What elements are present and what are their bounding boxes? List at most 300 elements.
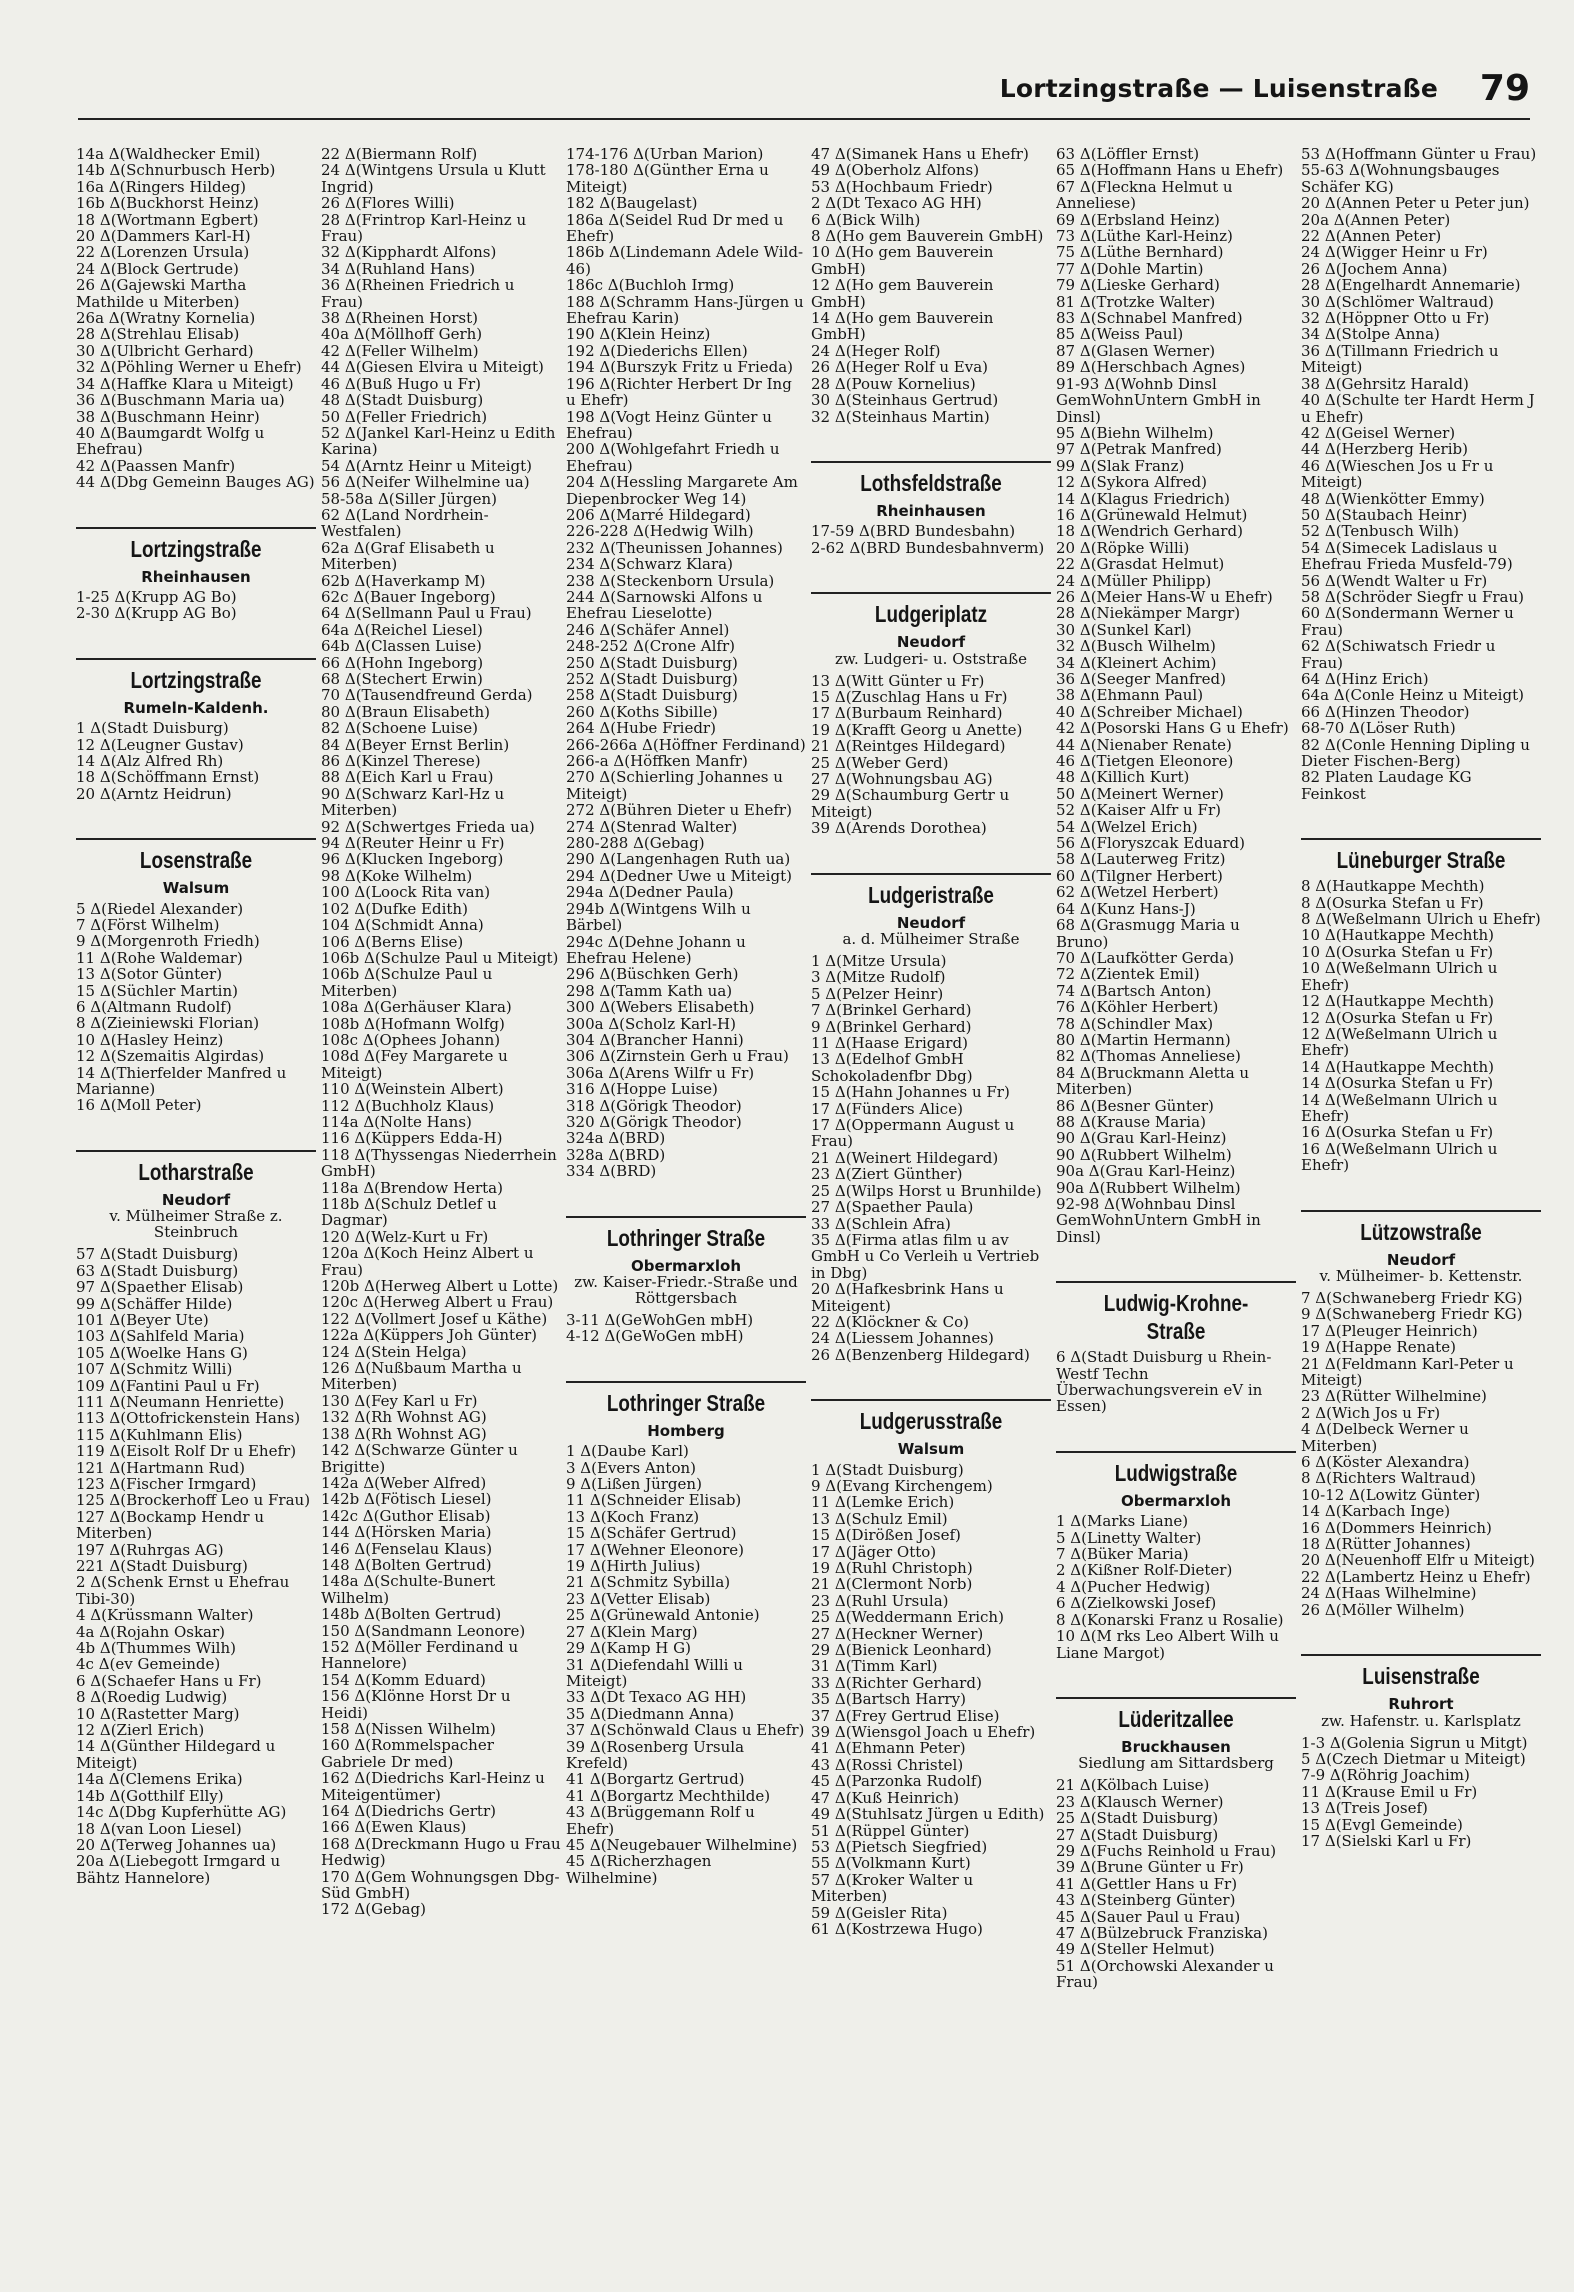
address-entry: 13 Δ(Edelhof GmbH Schokoladenfbr Dbg): [811, 1050, 973, 1085]
address-entry: 15 Δ(Zuschlag Hans u Fr): [811, 687, 1008, 706]
address-entry: 324a Δ(BRD): [566, 1129, 666, 1148]
address-entry: 52 Δ(Kaiser Alfr u Fr): [1056, 801, 1221, 820]
address-entry: 270 Δ(Schierling Johannes u Miteigt): [566, 768, 783, 803]
address-entry: 148 Δ(Bolten Gertrud): [321, 1555, 492, 1574]
address-entry: 115 Δ(Kuhlmann Elis): [76, 1425, 243, 1444]
address-entry: 54 Δ(Welzel Erich): [1056, 817, 1198, 836]
street-heading: [1056, 1697, 1296, 1771]
address-entry: 61 Δ(Kostrzewa Hugo): [811, 1919, 983, 1938]
address-entry: 9 Δ(Brinkel Gerhard): [811, 1017, 972, 1036]
address-entry: 206 Δ(Marré Hildegard): [566, 505, 751, 524]
address-entry: 11 Δ(Rohe Waldemar): [76, 948, 243, 967]
address-entry: 99 Δ(Slak Franz): [1056, 456, 1185, 475]
address-entry: 3 Δ(Mitze Rudolf): [811, 968, 946, 987]
section-rule: [1301, 1654, 1541, 1656]
address-entry: 12 Δ(Leugner Gustav): [76, 735, 244, 754]
address-entry: 290 Δ(Langenhagen Ruth ua): [566, 850, 791, 869]
address-entry: 79 Δ(Lieske Gerhard): [1056, 276, 1220, 295]
address-entry: 6 Δ(Köster Alexandra): [1301, 1453, 1470, 1472]
address-entry: 328a Δ(BRD): [566, 1145, 666, 1164]
address-entry: 221 Δ(Stadt Duisburg): [76, 1557, 248, 1575]
address-entry: 14b Δ(Schnurbusch Herb): [76, 161, 276, 180]
address-entry: 17 Δ(Fünders Alice): [811, 1099, 963, 1118]
address-entry: 58-58a Δ(Siller Jürgen): [321, 489, 497, 508]
address-entry: 27 Δ(Heckner Werner): [811, 1624, 984, 1643]
address-entry: 86 Δ(Kinzel Therese): [321, 752, 481, 771]
address-entry: 204 Δ(Hessling Margarete Am Diepenbrocker Weg 14): [566, 473, 798, 508]
address-entry: 13 Δ(Treis Josef): [1301, 1799, 1428, 1818]
address-entry: 186b Δ(Lindemann Adele Wild-46): [566, 243, 804, 278]
address-entry: 24 Δ(Wigger Heinr u Fr): [1301, 243, 1488, 262]
address-entry: 5 Δ(Czech Dietmar u Miteigt): [1301, 1749, 1526, 1768]
address-entry: 296 Δ(Büschken Gerh): [566, 965, 739, 984]
address-entry: 182 Δ(Baugelast): [566, 194, 698, 213]
address-entry: 132 Δ(Rh Wohnst AG): [321, 1408, 487, 1427]
address-entry: 52 Δ(Jankel Karl-Heinz u Edith Karina): [321, 423, 556, 459]
address-entry: 65 Δ(Hoffmann Hans u Ehefr): [1056, 161, 1284, 180]
address-entry: 22 Δ(Annen Peter): [1301, 227, 1442, 246]
street-heading: [811, 1399, 1051, 1457]
address-entry: 20 Δ(Arntz Heidrun): [76, 784, 232, 803]
address-entry: 120a Δ(Koch Heinz Albert u Frau): [321, 1244, 534, 1279]
address-entry: 28 Δ(Strehlau Elisab): [76, 325, 240, 344]
address-entry: 148a Δ(Schulte-Bunert Wilhelm): [321, 1572, 496, 1607]
address-entry: 24 Δ(Heger Rolf): [811, 341, 941, 360]
address-entry: 26 Δ(Flores Willi): [321, 194, 455, 213]
address-entry: 24 Δ(Liessem Johannes): [811, 1329, 994, 1348]
address-entry: 272 Δ(Bühren Dieter u Ehefr): [566, 801, 792, 820]
address-entry: 62c Δ(Bauer Ingeborg): [321, 587, 496, 606]
address-entry: 15 Δ(Schäfer Gertrud): [566, 1524, 737, 1543]
address-entry: 26a Δ(Wratny Kornelia): [76, 309, 256, 328]
address-entry: 95 Δ(Biehn Wilhelm): [1056, 423, 1214, 442]
address-entry: 29 Δ(Bienick Leonhard): [811, 1641, 992, 1660]
address-entry: 81 Δ(Trotzke Walter): [1056, 292, 1216, 311]
address-entry: 266-266a Δ(Höffner Ferdinand): [566, 735, 806, 754]
street-name: Lothsfeldstraße: [860, 469, 1002, 496]
address-entry: 36 Δ(Buschmann Maria ua): [76, 391, 285, 410]
address-entry: 3-11 Δ(GeWohGen mbH): [566, 1311, 754, 1329]
address-entry: 49 Δ(Stuhlsatz Jürgen u Edith): [811, 1805, 1045, 1824]
address-entry: 148b Δ(Bolten Gertrud): [321, 1605, 502, 1624]
address-entry: 30 Δ(Schlömer Waltraud): [1301, 292, 1494, 311]
address-entry: 17 Δ(Oppermann August u Frau): [811, 1116, 1015, 1151]
street-heading: [811, 592, 1051, 666]
address-entry: 9 Δ(Schwaneberg Friedr KG): [1301, 1305, 1523, 1324]
address-entry: 1 Δ(Stadt Duisburg): [811, 1460, 964, 1479]
address-entry: 84 Δ(Bruckmann Aletta u Miterben): [1056, 1063, 1250, 1099]
address-entry: 39 Δ(Brune Günter u Fr): [1056, 1858, 1244, 1877]
address-entry: 64b Δ(Classen Luise): [321, 637, 482, 656]
address-entry: 33 Δ(Richter Gerhard): [811, 1673, 982, 1692]
address-entry: 38 Δ(Rheinen Horst): [321, 309, 478, 328]
address-entry: 120c Δ(Herweg Albert u Frau): [321, 1293, 554, 1312]
address-entry: 19 Δ(Krafft Georg u Anette): [811, 720, 1023, 739]
address-entry: 226-228 Δ(Hedwig Wilh): [566, 522, 754, 541]
address-entry: 8 Δ(Richters Waltraud): [1301, 1469, 1476, 1488]
address-entry: 126 Δ(Nußbaum Martha u Miterben): [321, 1359, 522, 1394]
address-entry: 31 Δ(Timm Karl): [811, 1657, 938, 1676]
address-entry: 2-62 Δ(BRD Bundesbahnverm): [811, 538, 1045, 557]
address-entry: 21 Δ(Schmitz Sybilla): [566, 1573, 731, 1592]
address-entry: 38 Δ(Gehrsitz Harald): [1301, 374, 1469, 393]
street-heading: [811, 461, 1051, 519]
address-entry: 44 Δ(Nienaber Renate): [1056, 735, 1232, 754]
address-entry: 46 Δ(Wieschen Jos u Fr u Miteigt): [1301, 456, 1494, 492]
address-entry: 36 Δ(Tillmann Friedrich u Miteigt): [1301, 341, 1499, 377]
address-entry: 84 Δ(Beyer Ernst Berlin): [321, 735, 510, 754]
address-entry: 7 Δ(Brinkel Gerhard): [811, 1001, 972, 1020]
section-rule: [1301, 838, 1541, 840]
address-entry: 17 Δ(Burbaum Reinhard): [811, 704, 1003, 723]
address-entry: 14a Δ(Clemens Erika): [76, 1770, 243, 1789]
district-name: Neudorf: [1386, 1250, 1456, 1269]
address-entry: 20a Δ(Annen Peter): [1301, 210, 1451, 229]
address-entry: 27 Δ(Wohnungsbau AG): [811, 769, 993, 788]
district-name: Ruhrort: [1388, 1695, 1454, 1714]
address-entry: 119 Δ(Eisolt Rolf Dr u Ehefr): [76, 1442, 297, 1461]
address-entry: 64a Δ(Conle Heinz u Miteigt): [1301, 686, 1524, 705]
address-entry: 37 Δ(Frey Gertrud Elise): [811, 1706, 1000, 1725]
address-entry: 41 Δ(Borgartz Mechthilde): [566, 1786, 771, 1805]
address-entry: 20 Δ(Hafkesbrink Hans u Miteigent): [811, 1280, 1004, 1315]
address-entry: 85 Δ(Weiss Paul): [1056, 325, 1184, 344]
address-entry: 20 Δ(Neuenhoff Elfr u Miteigt): [1301, 1551, 1535, 1570]
street-heading: [76, 838, 316, 896]
street-name: Lothringer Straße: [606, 1389, 766, 1416]
address-entry: 43 Δ(Steinberg Günter): [1056, 1891, 1236, 1910]
street-note: zw. Ludgeri- u. Oststraße: [835, 649, 1027, 668]
street-heading: [76, 527, 316, 585]
district-name: Rheinhausen: [876, 501, 986, 520]
address-entry: 17-59 Δ(BRD Bundesbahn): [811, 522, 1016, 541]
address-entry: 8 Δ(Hautkappe Mechth): [1301, 877, 1485, 896]
address-entry: 178-180 Δ(Günther Erna u Miteigt): [566, 161, 769, 196]
address-entry: 29 Δ(Fuchs Reinhold u Frau): [1056, 1841, 1277, 1860]
address-entry: 17 Δ(Jäger Otto): [811, 1542, 937, 1561]
address-entry: 197 Δ(Ruhrgas AG): [76, 1540, 224, 1559]
address-entry: 172 Δ(Gebag): [321, 1900, 426, 1919]
address-entry: 109 Δ(Fantini Paul u Fr): [76, 1376, 260, 1395]
address-entry: 60 Δ(Tilgner Herbert): [1056, 866, 1223, 885]
address-entry: 174-176 Δ(Urban Marion): [566, 146, 764, 163]
street-name: Lüderitzallee: [1118, 1705, 1234, 1732]
address-entry: 244 Δ(Sarnowski Alfons u Ehefrau Lieselotte): [566, 587, 763, 623]
address-entry: 64 Δ(Sellmann Paul u Frau): [321, 604, 532, 623]
address-entry: 28 Δ(Engelhardt Annemarie): [1301, 276, 1521, 295]
address-entry: 35 Δ(Diedmann Anna): [566, 1704, 735, 1723]
address-entry: 23 Δ(Klausch Werner): [1056, 1792, 1224, 1811]
street-name: Ludgeriplatz: [874, 601, 988, 628]
street-name: Ludwigstraße: [1114, 1459, 1238, 1486]
address-entry: 2 Δ(Wich Jos u Fr): [1301, 1403, 1441, 1422]
address-entry: 56 Δ(Neifer Wilhelmine ua): [321, 473, 530, 492]
address-entry: 11 Δ(Haase Erigard): [811, 1034, 968, 1053]
address-entry: 2 Δ(Schenk Ernst u Ehefrau Tibi-30): [76, 1573, 290, 1608]
address-entry: 60 Δ(Sondermann Werner u Frau): [1301, 604, 1514, 639]
address-entry: 21 Δ(Feldmann Karl-Peter u Miteigt): [1301, 1354, 1514, 1389]
address-entry: 58 Δ(Schröder Siegfr u Frau): [1301, 587, 1525, 606]
section-rule: [76, 1150, 316, 1152]
address-entry: 18 Δ(Schöffmann Ernst): [76, 768, 260, 787]
section-rule: [1056, 1281, 1296, 1283]
address-entry: 44 Δ(Dbg Gemeinn Bauges AG): [76, 473, 315, 492]
address-entry: 4a Δ(Rojahn Oskar): [76, 1622, 225, 1641]
address-entry: 34 Δ(Ruhland Hans): [321, 259, 476, 278]
address-entry: 10 Δ(Osurka Stefan u Fr): [1301, 942, 1494, 961]
section-rule: [76, 838, 316, 840]
address-entry: 24 Δ(Wintgens Ursula u Klutt Ingrid): [321, 161, 546, 196]
address-entry: 125 Δ(Brockerhoff Leo u Frau): [76, 1491, 311, 1510]
address-entry: 1 Δ(Daube Karl): [566, 1442, 689, 1461]
address-entry: 8 Δ(Osurka Stefan u Fr): [1301, 893, 1484, 912]
address-entry: 41 Δ(Borgartz Gertrud): [566, 1770, 745, 1789]
address-entry: 36 Δ(Rheinen Friedrich u Frau): [321, 276, 515, 311]
address-entry: 11 Δ(Krause Emil u Fr): [1301, 1782, 1478, 1801]
address-entry: 101 Δ(Beyer Ute): [76, 1310, 209, 1329]
address-entry: 26 Δ(Jochem Anna): [1301, 259, 1448, 278]
address-entry: 90a Δ(Grau Karl-Heinz): [1056, 1162, 1236, 1181]
address-entry: 4 Δ(Krüssmann Walter): [76, 1606, 254, 1625]
address-entry: 318 Δ(Görigk Theodor): [566, 1096, 742, 1115]
address-entry: 39 Δ(Wiensgol Joach u Ehefr): [811, 1723, 1036, 1742]
address-entry: 192 Δ(Diederichs Ellen): [566, 341, 748, 360]
address-entry: 152 Δ(Möller Ferdinand u Hannelore): [321, 1637, 519, 1673]
street-heading: [1301, 1654, 1541, 1728]
address-entry: 11 Δ(Schneider Elisab): [566, 1491, 742, 1510]
address-entry: 82 Δ(Conle Henning Dipling u Dieter Fischen-Berg): [1301, 735, 1530, 771]
address-entry: 25 Δ(Grünewald Antonie): [566, 1606, 760, 1625]
address-entry: 86 Δ(Besner Günter): [1056, 1096, 1214, 1115]
address-entry: 16 Δ(Grünewald Helmut): [1056, 505, 1248, 524]
address-entry: 19 Δ(Happe Renate): [1301, 1338, 1456, 1357]
street-heading: [811, 873, 1051, 947]
address-entry: 274 Δ(Stenrad Walter): [566, 817, 738, 836]
address-entry: 306 Δ(Zirnstein Gerh u Frau): [566, 1047, 789, 1066]
address-entry: 16 Δ(Weßelmann Ulrich u Ehefr): [1301, 1139, 1498, 1175]
street-name: Luisenstraße: [1362, 1663, 1480, 1690]
address-entry: 26 Δ(Gajewski Martha Mathilde u Miterben): [76, 276, 247, 311]
address-entry: 47 Δ(Kuß Heinrich): [811, 1788, 960, 1807]
address-entry: 13 Δ(Witt Günter u Fr): [811, 671, 985, 690]
address-entry: 28 Δ(Niekämper Margr): [1056, 604, 1241, 623]
address-entry: 22 Δ(Grasdat Helmut): [1056, 555, 1225, 574]
street-heading: [566, 1216, 806, 1306]
street-name: Ludgeristraße: [868, 881, 994, 908]
address-entry: 39 Δ(Arends Dorothea): [811, 819, 987, 838]
address-entry: 34 Δ(Kleinert Achim): [1056, 653, 1217, 672]
address-entry: 14c Δ(Dbg Kupferhütte AG): [76, 1803, 287, 1822]
address-entry: 90a Δ(Rubbert Wilhelm): [1056, 1178, 1241, 1197]
address-entry: 105 Δ(Woelke Hans G): [76, 1343, 248, 1362]
address-entry: 50 Δ(Feller Friedrich): [321, 407, 488, 426]
address-entry: 12 Δ(Weßelmann Ulrich u Ehefr): [1301, 1024, 1498, 1060]
address-entry: 63 Δ(Stadt Duisburg): [76, 1261, 239, 1280]
address-entry: 300 Δ(Webers Elisabeth): [566, 998, 755, 1017]
address-entry: 27 Δ(Stadt Duisburg): [1056, 1825, 1219, 1844]
address-entry: 45 Δ(Sauer Paul u Frau): [1056, 1907, 1241, 1926]
address-entry: 334 Δ(BRD): [566, 1162, 657, 1181]
address-entry: 130 Δ(Fey Karl u Fr): [321, 1391, 478, 1410]
address-entry: 166 Δ(Ewen Klaus): [321, 1818, 467, 1837]
address-entry: 38 Δ(Ehmann Paul): [1056, 686, 1204, 705]
address-entry: 6 Δ(Bick Wilh): [811, 210, 921, 229]
address-entry: 13 Δ(Sotor Günter): [76, 965, 223, 984]
address-entry: 54 Δ(Simecek Ladislaus u Ehefrau Frieda Musfeld-79): [1301, 538, 1513, 574]
address-entry: 9 Δ(Lißen Jürgen): [566, 1475, 702, 1494]
address-entry: 23 Δ(Rütter Wilhelmine): [1301, 1387, 1487, 1406]
address-entry: 57 Δ(Kroker Walter u Miterben): [811, 1870, 974, 1906]
address-entry: 10 Δ(Weßelmann Ulrich u Ehefr): [1301, 959, 1498, 994]
address-entry: 248-252 Δ(Crone Alfr): [566, 637, 735, 656]
address-entry: 90 Δ(Rubbert Wilhelm): [1056, 1145, 1232, 1164]
address-entry: 112 Δ(Buchholz Klaus): [321, 1096, 495, 1115]
street-name: Lotharstraße: [138, 1158, 254, 1185]
address-entry: 40 Δ(Schreiber Michael): [1056, 702, 1243, 721]
address-entry: 68 Δ(Stechert Erwin): [321, 670, 483, 688]
address-entry: 37 Δ(Schönwald Claus u Ehefr): [566, 1721, 805, 1740]
address-entry: 100 Δ(Loock Rita van): [321, 883, 491, 902]
address-entry: 106 Δ(Berns Elise): [321, 932, 464, 951]
address-entry: 31 Δ(Diefendahl Willi u Miteigt): [566, 1655, 743, 1690]
address-entry: 43 Δ(Rossi Christel): [811, 1755, 964, 1774]
address-entry: 127 Δ(Bockamp Hendr u Miterben): [76, 1507, 264, 1543]
address-entry: 306a Δ(Arens Wilfr u Fr): [566, 1063, 755, 1082]
address-entry: 54 Δ(Arntz Heinr u Miteigt): [321, 456, 533, 475]
address-entry: 47 Δ(Simanek Hans u Ehefr): [811, 146, 1029, 163]
section-rule: [811, 873, 1051, 875]
section-rule: [566, 1216, 806, 1218]
address-entry: 170 Δ(Gem Wohnungsgen Dbg-Süd GmbH): [321, 1867, 560, 1903]
street-heading: [566, 1381, 806, 1439]
address-entry: 63 Δ(Löffler Ernst): [1056, 146, 1200, 163]
address-entry: 32 Δ(Pöhling Werner u Ehefr): [76, 358, 302, 377]
column-2: [321, 146, 561, 2282]
address-entry: 68 Δ(Grasmugg Maria u Bruno): [1056, 916, 1240, 951]
address-entry: 260 Δ(Koths Sibille): [566, 702, 718, 721]
address-entry: 304 Δ(Brancher Hanni): [566, 1030, 744, 1049]
address-entry: 33 Δ(Dt Texaco AG HH): [566, 1688, 747, 1707]
section-rule: [1056, 1697, 1296, 1699]
address-entry: 11 Δ(Lemke Erich): [811, 1493, 955, 1512]
address-entry: 6 Δ(Zielkowski Josef): [1056, 1594, 1217, 1613]
address-entry: 4-12 Δ(GeWoGen mbH): [566, 1327, 744, 1346]
street-heading: [1301, 838, 1541, 874]
address-entry: 29 Δ(Schaumburg Gertr u Miteigt): [811, 786, 1010, 821]
column-4: [811, 146, 1051, 2282]
address-entry: 18 Δ(Wendrich Gerhard): [1056, 522, 1243, 541]
address-entry: 72 Δ(Zientek Emil): [1056, 965, 1200, 984]
address-entry: 232 Δ(Theunissen Johannes): [566, 538, 783, 557]
address-entry: 154 Δ(Komm Eduard): [321, 1670, 486, 1689]
address-entry: 118b Δ(Schulz Detlef u Dagmar): [321, 1195, 497, 1230]
address-entry: 122 Δ(Vollmert Josef u Käthe): [321, 1309, 548, 1328]
address-entry: 4 Δ(Pucher Hedwig): [1056, 1577, 1211, 1596]
address-entry: 113 Δ(Ottofrickenstein Hans): [76, 1409, 301, 1428]
address-entry: 55-63 Δ(Wohnungsbauges Schäfer KG): [1301, 161, 1500, 196]
address-entry: 18 Δ(Wortmann Egbert): [76, 210, 259, 229]
address-entry: 64 Δ(Kunz Hans-J): [1056, 899, 1196, 918]
address-entry: 104 Δ(Schmidt Anna): [321, 916, 484, 935]
address-entry: 88 Δ(Krause Maria): [1056, 1112, 1206, 1131]
address-entry: 246 Δ(Schäfer Annel): [566, 620, 730, 639]
address-entry: 15 Δ(Dirößen Josef): [811, 1526, 961, 1545]
address-entry: 116 Δ(Küppers Edda-H): [321, 1129, 503, 1148]
address-entry: 108c Δ(Ophees Johann): [321, 1030, 501, 1049]
district-name: Rheinhausen: [141, 567, 251, 586]
address-entry: 22 Δ(Lorenzen Ursula): [76, 243, 250, 262]
address-entry: 88 Δ(Eich Karl u Frau): [321, 768, 494, 787]
address-entry: 121 Δ(Hartmann Rud): [76, 1458, 245, 1477]
address-entry: 34 Δ(Haffke Klara u Miteigt): [76, 374, 294, 393]
address-entry: 18 Δ(Rütter Johannes): [1301, 1535, 1471, 1554]
address-entry: 7-9 Δ(Röhrig Joachim): [1301, 1766, 1470, 1785]
address-entry: 106b Δ(Schulze Paul u Miteigt): [321, 948, 559, 967]
address-entry: 22 Δ(Lambertz Heinz u Ehefr): [1301, 1567, 1531, 1586]
street-name: Lortzingstraße: [130, 666, 262, 693]
address-entry: 32 Δ(Höppner Otto u Fr): [1301, 309, 1490, 328]
address-entry: 49 Δ(Steller Helmut): [1056, 1940, 1215, 1959]
address-entry: 45 Δ(Parzonka Rudolf): [811, 1772, 983, 1791]
address-entry: 20 Δ(Dammers Karl-H): [76, 227, 251, 246]
address-entry: 190 Δ(Klein Heinz): [566, 325, 711, 344]
address-entry: 53 Δ(Pietsch Siegfried): [811, 1837, 988, 1856]
street-name: Losenstraße: [139, 847, 253, 874]
address-entry: 14 Δ(Weßelmann Ulrich u Ehefr): [1301, 1090, 1498, 1125]
section-rule: [1056, 1451, 1296, 1453]
district-name: Neudorf: [896, 913, 966, 932]
address-entry: 64a Δ(Reichel Liesel): [321, 620, 483, 639]
address-entry: 15 Δ(Hahn Johannes u Fr): [811, 1083, 1010, 1102]
address-entry: 5 Δ(Riedel Alexander): [76, 899, 244, 918]
address-entry: 142b Δ(Fötisch Liesel): [321, 1490, 492, 1509]
address-entry: 87 Δ(Glasen Werner): [1056, 341, 1216, 360]
address-entry: 35 Δ(Firma atlas film u av GmbH u Co Verleih u Vertrieb in Dbg): [811, 1230, 1040, 1282]
address-entry: 14 Δ(Alz Alfred Rh): [76, 751, 224, 770]
address-entry: 266-a Δ(Höffken Manfr): [566, 752, 748, 771]
address-entry: 23 Δ(Ruhl Ursula): [811, 1591, 949, 1610]
address-entry: 14 Δ(Klagus Friedrich): [1056, 489, 1230, 508]
address-entry: 76 Δ(Köhler Herbert): [1056, 998, 1219, 1017]
address-entry: 29 Δ(Kamp H G): [566, 1639, 691, 1658]
address-entry: 10-12 Δ(Lowitz Günter): [1301, 1485, 1481, 1504]
address-entry: 77 Δ(Dohle Martin): [1056, 259, 1204, 278]
street-name: Lothringer Straße: [606, 1224, 766, 1251]
page-number: 79: [1479, 68, 1530, 109]
district-name: Homberg: [647, 1421, 725, 1440]
address-entry: 38 Δ(Buschmann Heinr): [76, 407, 260, 426]
address-entry: 1 Δ(Marks Liane): [1056, 1512, 1189, 1531]
address-entry: 96 Δ(Klucken Ingeborg): [321, 850, 504, 869]
address-entry: 32 Δ(Busch Wilhelm): [1056, 637, 1216, 656]
address-entry: 46 Δ(Tietgen Eleonore): [1056, 752, 1234, 771]
address-entry: 21 Δ(Clermont Norb): [811, 1575, 973, 1594]
address-entry: 238 Δ(Steckenborn Ursula): [566, 571, 775, 590]
column-1: [76, 146, 316, 2282]
column-3: [566, 146, 806, 2282]
address-entry: 50 Δ(Staubach Heinr): [1301, 505, 1468, 524]
address-entry: 118a Δ(Brendow Herta): [321, 1178, 503, 1197]
address-entry: 9 Δ(Evang Kirchengem): [811, 1476, 993, 1495]
street-note: zw. Hafenstr. u. Karlsplatz: [1321, 1711, 1521, 1730]
address-entry: 8 Δ(Ho gem Bauverein GmbH): [811, 227, 1044, 246]
address-entry: 69 Δ(Erbsland Heinz): [1056, 210, 1220, 229]
address-entry: 1-3 Δ(Golenia Sigrun u Mitgt): [1301, 1733, 1528, 1752]
address-entry: 142a Δ(Weber Alfred): [321, 1473, 487, 1492]
address-entry: 22 Δ(Klöckner & Co): [811, 1312, 970, 1331]
address-entry: 10 Δ(Ho gem Bauverein GmbH): [811, 243, 994, 278]
address-entry: 41 Δ(Gettler Hans u Fr): [1056, 1874, 1238, 1893]
